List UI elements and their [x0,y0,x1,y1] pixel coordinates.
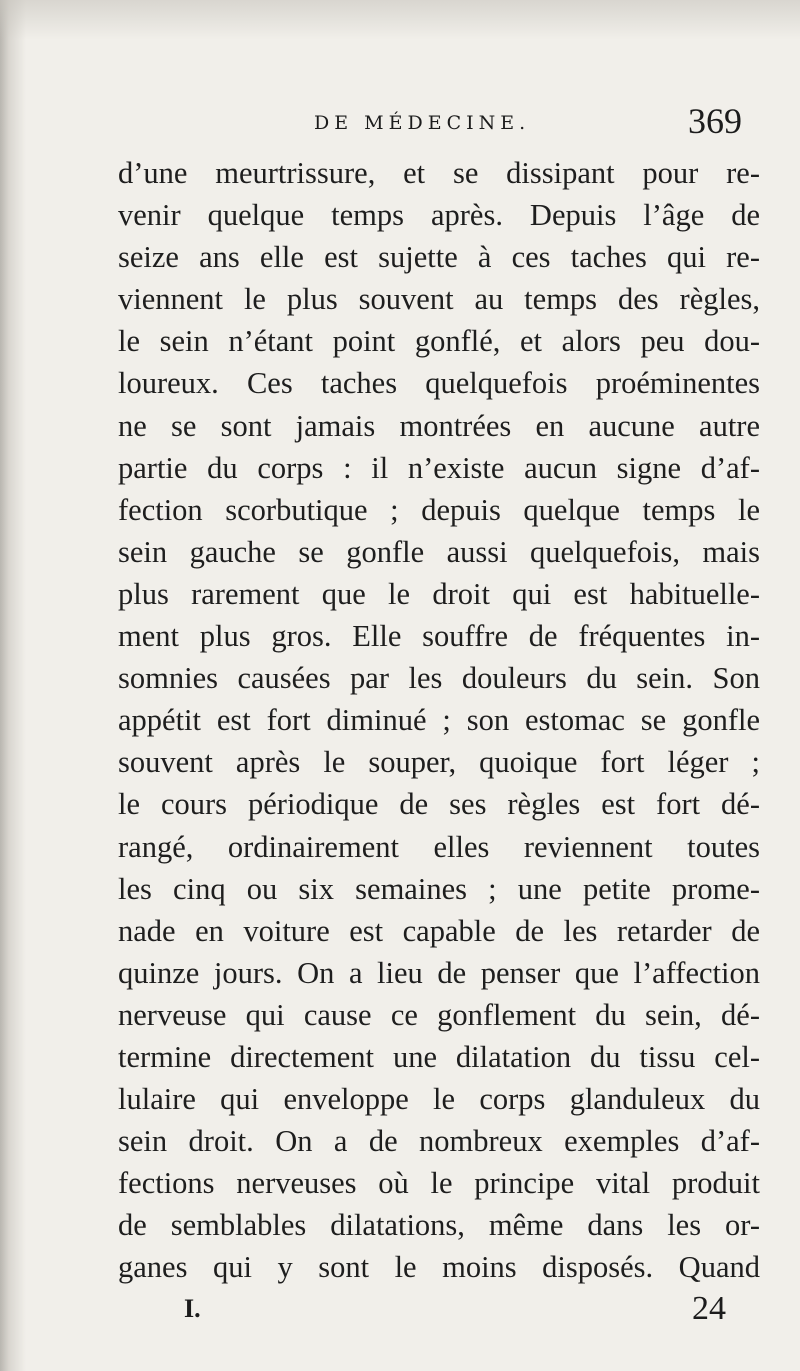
text-line: partie du corps : il n’existe aucun signe d’af- [118,450,760,485]
text-line: souvent après le souper, quoique fort léger ; [118,745,760,780]
text-line: d’une meurtrissure, et se dissipant pour re- [118,156,760,190]
page-edge-shade [0,0,800,40]
text-line: fections nerveuses où le principe vital produit [118,1166,760,1201]
text-line: seize ans elle est sujette à ces taches qui re- [118,240,760,275]
text-line: les cinq ou six semaines ; une petite prome- [118,871,760,906]
text-line: rangé, ordinairement elles reviennent toutes [118,829,760,864]
text-line: ne se sont jamais montrées en aucune autre [118,408,760,443]
text-line: sein droit. On a de nombreux exemples d’af- [118,1124,760,1159]
text-line: de semblables dilatations, même dans les or- [118,1208,760,1243]
text-line: ment plus gros. Elle souffre de fréquentes in- [118,619,760,654]
text-line: appétit est fort diminué ; son estomac se gonfle [118,703,760,738]
page-header [118,98,758,148]
running-head: DE MÉDECINE. [314,112,531,134]
gathering-number: 24 [692,1290,726,1327]
text-line: le sein n’étant point gonflé, et alors peu dou- [118,324,760,359]
text-line: ganes qui y sont le moins disposés. Quand [118,1250,760,1285]
text-line: plus rarement que le droit qui est habituelle- [118,576,760,611]
signature-mark: I. [184,1294,201,1323]
text-line: lulaire qui enveloppe le corps glanduleux du [118,1082,760,1117]
body-text [118,152,760,1289]
page-number: 369 [688,101,742,141]
page-footer [118,1288,726,1332]
text-line: viennent le plus souvent au temps des règles, [118,282,760,317]
binding-shadow [0,0,26,1371]
text-line: fection scorbutique ; depuis quelque temps le [118,492,760,527]
text-line: somnies causées par les douleurs du sein. Son [118,661,760,696]
text-line: loureux. Ces taches quelquefois proéminentes [118,366,760,401]
text-line: le cours périodique de ses règles est fort dé- [118,787,760,822]
text-line: nade en voiture est capable de les retarder de [118,913,760,948]
text-line: nerveuse qui cause ce gonflement du sein, dé- [118,997,760,1032]
text-line: sein gauche se gonfle aussi quelquefois, mais [118,534,760,569]
text-line: quinze jours. On a lieu de penser que l’affection [118,955,760,990]
text-line: venir quelque temps après. Depuis l’âge de [118,198,760,233]
text-line: termine directement une dilatation du tissu cel- [118,1039,760,1074]
